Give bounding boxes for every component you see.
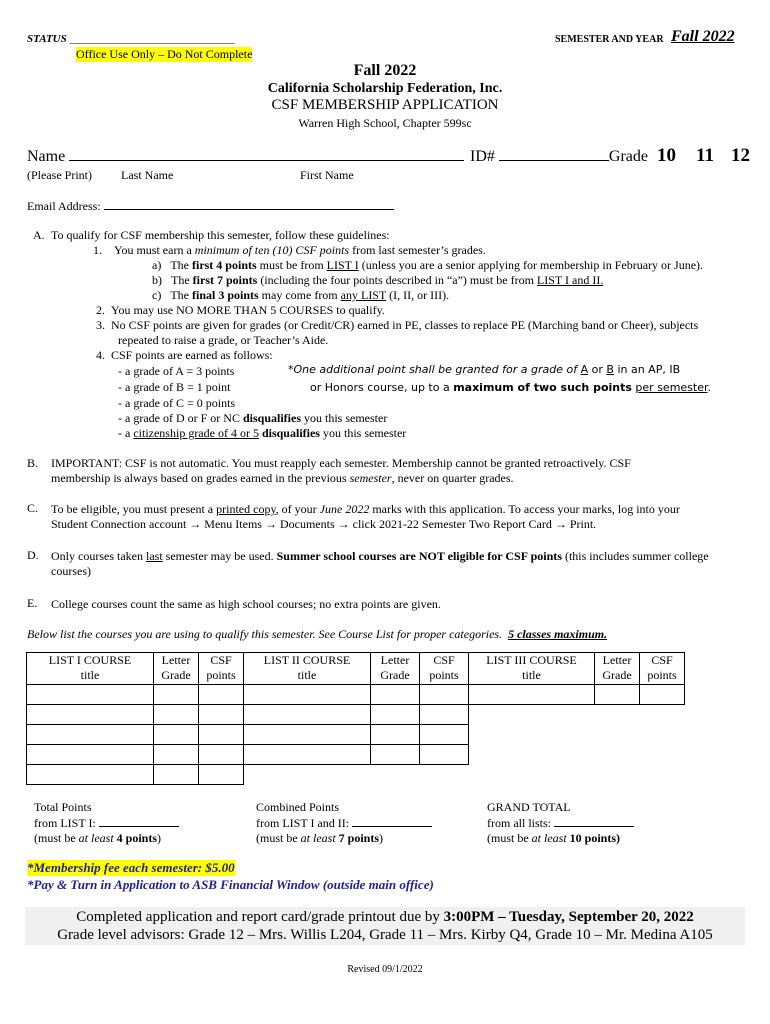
list2-grade-cell[interactable] [371, 745, 420, 765]
grade-d-rule: - a grade of D or F or NC disqualifies you this semester [118, 411, 388, 425]
school-title: Warren High School, Chapter 599sc [298, 116, 472, 130]
table-row [27, 745, 685, 765]
term-title: Fall 2022 [353, 62, 417, 79]
list1-grade-header: Letter Grade [154, 653, 199, 685]
revised-date: Revised 09/1/2022 [347, 964, 423, 975]
email-field[interactable]: Email Address: [27, 199, 394, 214]
list1-course-cell[interactable] [27, 705, 154, 725]
section-a-sub-b: b) The first 7 points (including the four points described in “a”) must be from LIST I and II. [152, 273, 604, 287]
section-a-sub-a: a) The first 4 points must be from LIST I (unless you are a senior applying for membership in February or June). [152, 258, 704, 272]
list2-course-cell[interactable] [244, 725, 371, 745]
list1-course-cell[interactable] [27, 745, 154, 765]
bonus-point-note-cont: or Honors course, up to a maximum of two such points per semester. [310, 381, 711, 394]
status-label: STATUS ______________________________ [27, 33, 235, 45]
list1-grade-cell[interactable] [154, 745, 199, 765]
list3-course-cell[interactable] [469, 685, 595, 705]
list3-points-header: CSF points [640, 653, 685, 685]
total-list1-2-input[interactable] [352, 826, 432, 827]
grade-11-option[interactable]: 11 [696, 145, 714, 166]
grade-b-points: - a grade of B = 1 point [118, 380, 231, 394]
table-blank [469, 725, 685, 745]
table-blank [469, 745, 685, 765]
grade-c-points: - a grade of C = 0 points [118, 396, 236, 410]
list2-course-cell[interactable] [244, 685, 371, 705]
section-b-line1: IMPORTANT: CSF is not automatic. You must reapply each semester. Membership cannot be granted retroactively. CSF [51, 456, 631, 470]
membership-fee: *Membership fee each semester: $5.00 [27, 860, 235, 875]
list1-points-cell[interactable] [199, 765, 244, 785]
grand-total: GRAND TOTAL from all lists: (must be at least 10 points) [487, 800, 634, 847]
section-c-line2: Student Connection account → Menu Items → Documents → click 2021-22 Semester Two Report Card → Print. [51, 517, 597, 531]
please-print-label: (Please Print) [27, 168, 92, 182]
grade-10-option[interactable]: 10 [657, 145, 676, 166]
semester-value: Fall 2022 [671, 28, 735, 45]
list2-points-cell[interactable] [420, 725, 469, 745]
citizenship-rule: - a citizenship grade of 4 or 5 disqualifies you this semester [118, 426, 407, 440]
list1-course-header: LIST I COURSE title [27, 653, 154, 685]
last-name-label: Last Name [121, 168, 174, 182]
course-table [26, 652, 685, 785]
list1-grade-cell[interactable] [154, 705, 199, 725]
section-b-line2: membership is always based on grades earned in the previous semester, never on quarter grades. [51, 471, 514, 485]
list2-points-header: CSF points [420, 653, 469, 685]
semester-label: SEMESTER AND YEAR [555, 34, 664, 45]
form-title: CSF MEMBERSHIP APPLICATION [271, 97, 499, 113]
grand-total-input[interactable] [554, 826, 634, 827]
section-a-intro: To qualify for CSF membership this semester, follow these guidelines: [51, 228, 390, 242]
list2-course-header: LIST II COURSE title [244, 653, 371, 685]
list1-points-cell[interactable] [199, 685, 244, 705]
list3-grade-header: Letter Grade [595, 653, 640, 685]
bonus-point-note: *One additional point shall be granted for a grade of A or B in an AP, IB [288, 363, 681, 376]
office-use-note: Office Use Only – Do Not Complete [76, 47, 253, 61]
section-c-line1: To be eligible, you must present a printed copy, of your June 2022 marks with this application. To access your marks, log into your [51, 502, 680, 516]
section-a-item3-cont: repeated to raise a grade, or Teacher’s Aide. [118, 333, 329, 347]
list2-grade-cell[interactable] [371, 705, 420, 725]
section-d-letter: D. [27, 548, 39, 562]
section-e-text: College courses count the same as high school courses; no extra points are given. [51, 597, 441, 611]
list2-grade-header: Letter Grade [371, 653, 420, 685]
section-d-line2: courses) [51, 564, 91, 578]
grade-advisors: Grade level advisors: Grade 12 – Mrs. Willis L204, Grade 11 – Mrs. Kirby Q4, Grade 10 – Mr. Medina A105 [57, 927, 713, 943]
list2-grade-cell[interactable] [371, 725, 420, 745]
id-field[interactable]: ID# Grade [470, 148, 648, 165]
section-a-letter: A. [33, 228, 45, 242]
section-a-item2: 2. You may use NO MORE THAN 5 COURSES to qualify. [96, 303, 385, 317]
list3-grade-cell[interactable] [595, 685, 640, 705]
section-a-sub-c: c) The final 3 points may come from any LIST (I, II, or III). [152, 288, 450, 302]
table-blank [469, 705, 685, 725]
list1-points-cell[interactable] [199, 745, 244, 765]
list3-course-header: LIST III COURSE title [469, 653, 595, 685]
table-row [27, 725, 685, 745]
name-field[interactable]: Name [27, 148, 464, 166]
total-list1: Total Points from LIST I: (must be at least 4 points) [34, 800, 179, 847]
section-c-letter: C. [27, 501, 39, 515]
list1-course-cell[interactable] [27, 685, 154, 705]
grade-a-points: - a grade of A = 3 points [118, 364, 235, 378]
list2-grade-cell[interactable] [371, 685, 420, 705]
list1-grade-cell[interactable] [154, 685, 199, 705]
list1-points-cell[interactable] [199, 705, 244, 725]
list3-points-cell[interactable] [640, 685, 685, 705]
pay-instructions: *Pay & Turn in Application to ASB Financial Window (outside main office) [27, 877, 434, 892]
list1-points-cell[interactable] [199, 725, 244, 745]
list1-grade-cell[interactable] [154, 725, 199, 745]
section-e-letter: E. [27, 596, 38, 610]
section-b-letter: B. [27, 456, 39, 470]
section-a-item1: 1. You must earn a minimum of ten (10) CSF points from last semester’s grades. [93, 243, 486, 257]
total-list1-input[interactable] [99, 826, 179, 827]
section-d-line1: Only courses taken last semester may be used. Summer school courses are NOT eligible for CSF points (this includes summer college [51, 549, 709, 563]
list1-course-cell[interactable] [27, 725, 154, 745]
total-list1-2: Combined Points from LIST I and II: (must be at least 7 points) [256, 800, 432, 847]
grade-12-option[interactable]: 12 [731, 145, 750, 166]
org-title: California Scholarship Federation, Inc. [267, 81, 503, 96]
table-blank [244, 765, 685, 785]
table-row [27, 685, 685, 705]
section-a-item4: 4. CSF points are earned as follows: [96, 348, 273, 362]
due-date-text: Completed application and report card/grade printout due by 3:00PM – Tuesday, September 20, 2022 [76, 909, 694, 925]
table-row [27, 765, 685, 785]
list2-course-cell[interactable] [244, 745, 371, 765]
course-list-instructions: Below list the courses you are using to qualify this semester. See Course List for proper categories. 5 classes maximum. [27, 627, 608, 641]
list2-points-cell[interactable] [420, 705, 469, 725]
first-name-label: First Name [300, 168, 354, 182]
list1-points-header: CSF points [199, 653, 244, 685]
table-row [27, 705, 685, 725]
list2-course-cell[interactable] [244, 705, 371, 725]
section-a-item3: 3. No CSF points are given for grades (or Credit/CR) earned in PE, classes to replace PE (Marching band or Cheer), subjects [96, 318, 699, 332]
list1-course-cell[interactable] [27, 765, 154, 785]
list2-points-cell[interactable] [420, 685, 469, 705]
list2-points-cell[interactable] [420, 745, 469, 765]
list1-grade-cell[interactable] [154, 765, 199, 785]
